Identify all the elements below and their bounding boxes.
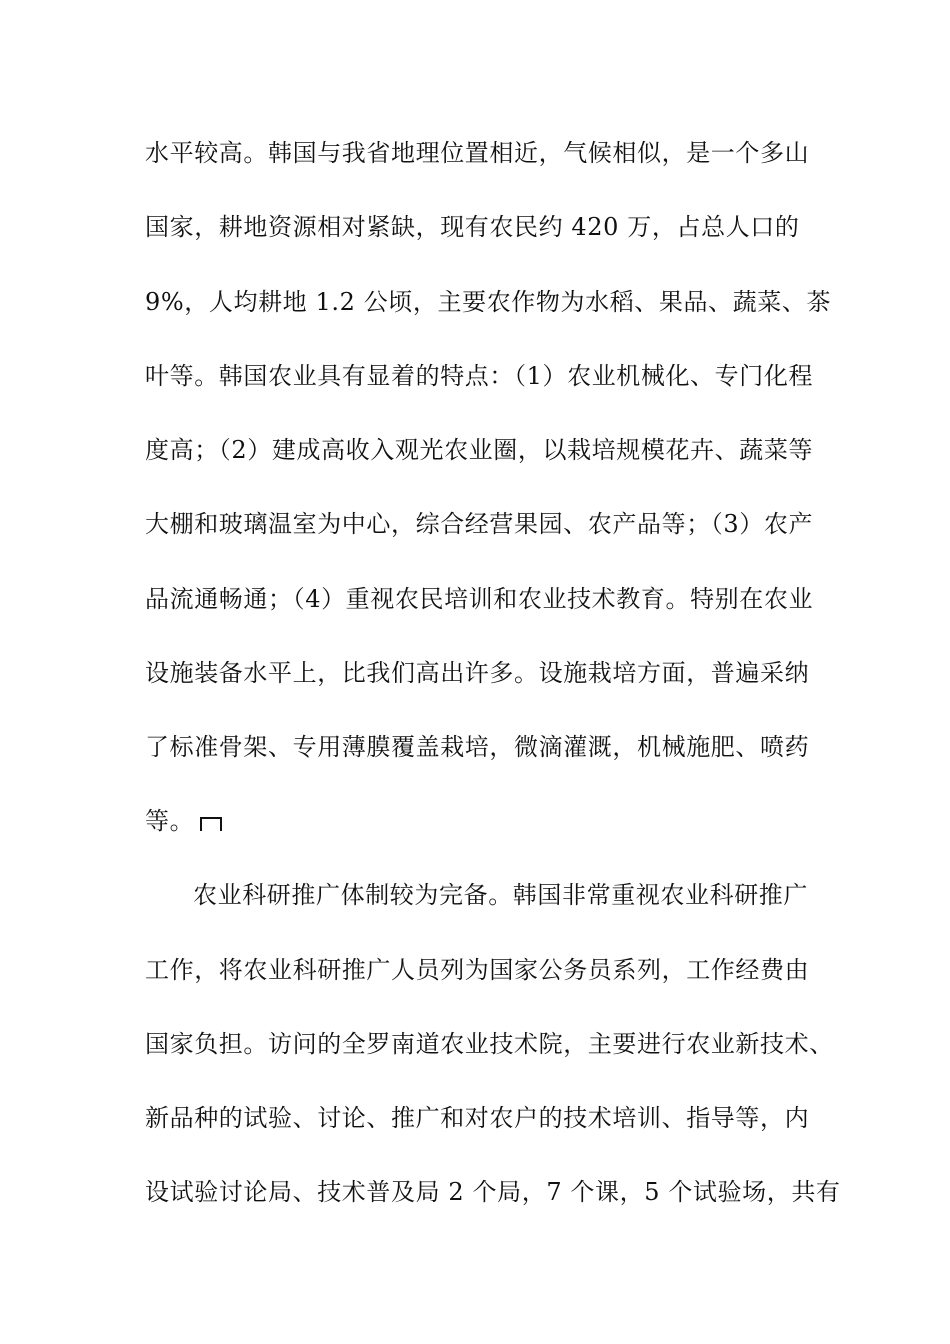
editing-mark-icon	[200, 817, 222, 831]
text-line: 设施装备水平上，比我们高出许多。设施栽培方面，普遍采纳	[145, 659, 810, 687]
text-line: 大棚和玻璃温室为中心，综合经营果园、农产品等；（3）农产	[145, 510, 814, 538]
text-line: 国家负担。访问的全罗南道农业技术院，主要进行农业新技术、	[145, 1030, 834, 1058]
text-line-last	[145, 806, 222, 836]
text-line: 叶等。韩国农业具有显着的特点：（1）农业机械化、专门化程	[145, 362, 814, 390]
text-line: 国家，耕地资源相对紧缺，现有农民约 420 万，占总人口的	[145, 213, 800, 241]
text-line: 工作，将农业科研推广人员列为国家公务员系列，工作经费由	[145, 956, 810, 984]
text-line-content: 等。	[145, 807, 195, 835]
text-line: 度高；（2）建成高收入观光农业圈，以栽培规模花卉、蔬菜等	[145, 436, 814, 464]
text-line: 品流通畅通；（4）重视农民培训和农业技术教育。特别在农业	[145, 585, 814, 613]
text-line: 新品种的试验、讨论、推广和对农户的技术培训、指导等，内	[145, 1104, 810, 1132]
text-line: 水平较高。韩国与我省地理位置相近，气候相似，是一个多山	[145, 139, 810, 167]
text-line: 了标准骨架、专用薄膜覆盖栽培，微滴灌溉，机械施肥、喷药	[145, 733, 810, 761]
text-line: 农业科研推广体制较为完备。韩国非常重视农业科研推广	[193, 881, 808, 909]
text-line: 9%，人均耕地 1.2 公顷，主要农作物为水稻、果品、蔬菜、茶	[145, 288, 832, 316]
text-line: 设试验讨论局、技术普及局 2 个局，7 个课，5 个试验场，共有	[145, 1178, 841, 1206]
